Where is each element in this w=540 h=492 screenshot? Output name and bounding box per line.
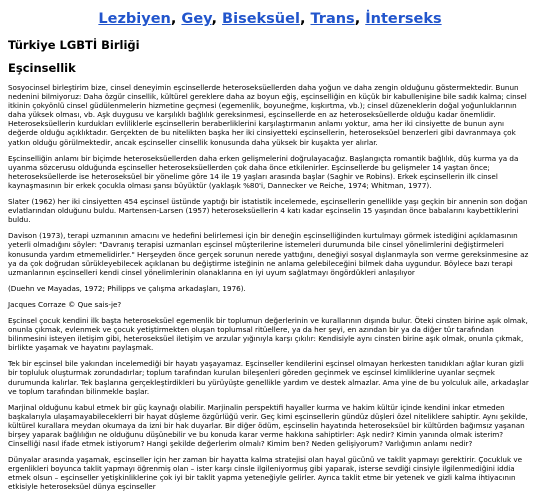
link-trans[interactable]: Trans xyxy=(310,11,355,27)
paragraph: Jacques Corraze © Que sais-je? xyxy=(8,299,122,309)
paragraph: Eşcinselliğin anlamı bir biçimde heteroseksüellerden daha erken gelişmelerini doğrulayacağız. Başlangıçta romantik bağlılık, düş kurma ya da uyanma sözcerusu olduğunda eşcinseller heteroseksüellerden çok daha önce etkilenirler. Eşcinsellerde bu gelişmeler 14 yaştan önce; heteroseksüellerde ise heteroseksüel bir yönelime göre 14 ile 19 yaşları arasında başlar (Saghir ve Robins). Erkek eşcinsellerin ilk cinsel kaynaşmasının bir erkek çocukla olması şansı büyüktür (yaklaşık %80'i, Dannecker ve Reiche, 1974; Whitman, 1977). xyxy=(8,153,519,190)
article-body xyxy=(8,83,532,492)
paragraph: Sosyocinsel birleştirim bize, cinsel deneyimin eşcinsellerde heteroseksüellerden daha yoğun ve daha zengin olduğunu göstermektedir. Bunun nedenini bilmiyoruz: Daha özgür cinsellik, kültürel gereklere daha az boyun eğiş, eşcinselliğin en küçük bir kabullenişine bile sadık kalma; cinsel itkinin çokyönlü cinsel güdülenmelerin hizmetine geçmesi (egemenlik, boyuneğme, kışkırtma, vb.); cinsel düzeneklerin doğal yoğunluklarının daha yüksek olması, vb. Aşk duygusu ve karşılıklı bağlılık gereksinmesi, eşcinsellerde en az heteroseksüellerde olduğu kadar önemlidir. Heteroseksüellerin kurdukları evliliklerle eşcinsellerin beraberliklerini karşılaştırmanın anlamı yoktur, ama her iki cinsiyette de bunun aynı değerde olduğu açıklıktadır. Gerçekten de bu nitelikten başka her iki cinsiyetteki eşcinsellerin, heteroseksüel benzerleri gibi davranmaya çok yatkın olduğu görülmektedir, ancak eşcinseller cinsellik konusunda daha yüksek bir kuşakta yer alırlar. xyxy=(8,83,527,147)
paragraph: Slater (1962) her iki cinsiyetten 454 eşcinsel üstünde yaptığı bir istatistik incelemede, eşcinsellerin genellikle yaşı geçkin bir annenin son doğan evlatlarından olduğunu buldu. Martensen-Larsen (1957) heteroseksüellerin 4 katı kadar eşcinselin 15 yaşından önce babalarını kaybettiklerini buldu. xyxy=(8,197,528,225)
section-title: Eşcinsellik xyxy=(8,61,76,75)
paragraph: Dünyalar arasında yaşamak, eşcinseller için her zaman bir hayatta kalma stratejisi olan hayal gücünü ve taklit yapmayı gerektirir. Çocukluk ve ergenlikleri boyunca taklit yapmayı öğrenmiş olan – ister karşı cinsle ilgileniyormuş gibi yaparak, isterse sevdiği cinsiyle ilgilenmediğini iddia etmek olsun – eşcinseller yetişkinliklerine çok iyi bir taklit yapma yeteneğiyle gelirler. Ayrıca taklit etme bir yetenek ve gizli kalma ihtiyacının etkisiyle heteroseksüel dünya eşcinseller xyxy=(8,455,523,492)
paragraph: Davison (1973), terapi uzmanının amacını ve hedefini belirlemesi için bir deneğin eşcinselliğinden kurtulmayı görmek istediğini açıklamasının yeterli olmadığını söyler: "Davranış terapisi uzmanları eşcinsel müşterilerine istemeleri durumunda bile cinsel yönelimlerini değiştirmeleri konusunda yardım etmemelidirler." Herşeyden önce gerçek sorunun nerede yattığını, deneğiyi sosyal dışlanmayla son verme gereksinmesine az ya da çok doğrudan sürükleyebilecek açıklanan bu değiştirme isteğinin ne anlama gelebileceğini bilmek daha uygundur. Böylece bazı terapi uzmanlarının eşcinselleri kendi cinsel yönelimlerinin olanaklarına en iyi uyum sağlatmayı öngördükleri anlaşılıyor xyxy=(8,231,529,277)
paragraph: Eşcinsel çocuk kendini ilk başta heteroseksüel egemenlik bir toplumun değerlerinin ve kurallarının dışında bulur. Öteki cinsten birine aşık olmak, onunla çıkmak, evlenmek ve çocuk yetiştirmekten oluşan toplumsal ritüellere, ya da her şeyi, en azından bir ya da diğer tür tarafından bilinmesini isteyen iletişim gibi, heteroseksüel iletişim ve arzular yığınıyla karşı çıkılır: Kendisiyle aynı cinsten birine aşık olmak, onunla çıkmak, birlikte yaşamak ve hayatını paylaşmak. xyxy=(8,315,528,353)
link-gey[interactable]: Gey xyxy=(181,11,212,27)
link-biseksuel[interactable]: Biseksüel xyxy=(222,11,300,27)
organization-title: Türkiye LGBTİ Birliği xyxy=(8,38,140,52)
site-banner xyxy=(8,10,532,28)
banner-separator: , xyxy=(299,11,311,27)
link-interseks[interactable]: İnterseks xyxy=(365,11,442,27)
banner-separator: , xyxy=(170,11,182,27)
paragraph: (Duehn ve Mayadas, 1972; Philipps ve çalışma arkadaşları, 1976). xyxy=(8,283,246,293)
banner-separator: , xyxy=(354,11,366,27)
paragraph: Marjinal olduğunu kabul etmek bir güç kaynağı olabilir. Marjinalin perspektifi hayaller kurma ve hakim kültür içinde kendini inkar etmeden başkalarıyla ulaşamayabileceklerri bir hayat düşleme özgürlüğü verir. Geç kimi eşcinsellerin gündüz düşleri özel niteliklere sahiptir. Aynı şekilde, kültürel kurallara meydan okumaya da izni bir hak duyarlar. Bir diğer ödüm, eşcinselin hayatında heteroseksüel bir kültürden bağımsız yaşanan birşey yaparak bağlılığın ne olduğunu düşünebilir ve bu konuda karar verme hakkına sahiptirler: Aşk nedir? Kimin yanında olmak isterim? Cinselliği nasıl ifade etmek istiyorum? Hangi şekilde değerlerim olmalı? Kimim ben? Neden gelişiyorum? Varlığımın anlamı nedir? xyxy=(8,402,528,449)
paragraph: Tek bir eşcinsel bile yakından incelemediği bir hayatı yaşayamaz. Eşcinseller kendilerini eşcinsel olmayan herkesten tanıdıkları ağlar kuran gizli bir topluluk oluşturmak zorundadırlar; toplum tarafından kurulan bileşenleri göreden geçinmek ve eşcinsel kimliklerine uyanlar seçmek durumunda kalırlar. Tek başlarına gerçekleştirdikleri bu yürüyüşte genellikle yardım ve destek almazlar. Ama yine de bu yolculuk aile, arkadaşlar ve toplum tarafından bilinmekle başlar. xyxy=(8,359,529,396)
banner-separator: , xyxy=(211,11,223,27)
link-lezbiyen[interactable]: Lezbiyen xyxy=(98,11,171,27)
